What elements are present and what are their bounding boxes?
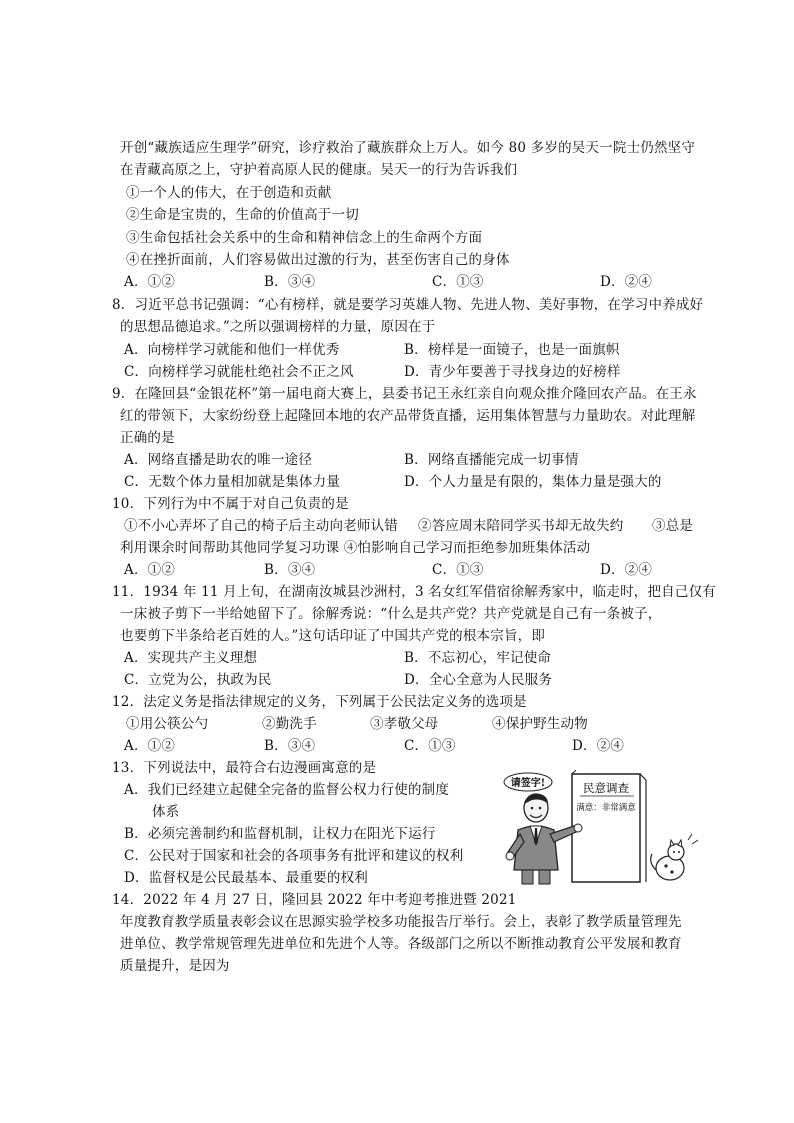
question-9-stem-line-1: 9．在隆回县“金银花杯”第一届电商大赛上，县委书记王永红亲自向观众推介隆回农产品。在王永 [112,386,697,402]
question-8-stem-line-2: 的思想品德追求。”之所以强调榜样的力量，原因在于 [120,319,436,335]
question-9-option-a: A．网络直播是助农的唯一途径 [124,452,313,468]
board-title: 民意调查 [583,781,629,795]
question-7-option-a: A．①② [124,274,176,290]
question-12-stem: 12．法定义务是指法律规定的义务，下列属于公民法定义务的选项是 [112,694,527,710]
question-11-option-b: B．不忘初心，牢记使命 [404,650,552,666]
question-7-option-b: B．③④ [264,274,316,290]
question-14-stem-line-1: 14．2022 年 4 月 27 日，隆回县 2022 年中考迎考推进暨 2021 [112,892,517,908]
question-9-option-b: B．网络直播能完成一切事情 [404,452,579,468]
question-12-option-c: C．①③ [404,738,456,754]
question-11-stem-line-2: 一床被子剪下一半给她留下了。徐解秀说：“什么是共产党？共产党就是自己有一条被子， [120,606,662,622]
cat-figure [651,834,698,880]
question-10-statement-3-start: ③总是 [652,518,694,534]
question-7-statement-2: ②生命是宝贵的，生命的价值高于一切 [126,207,359,223]
question-7-statement-1: ①一个人的伟大，在于创造和贡献 [126,185,332,201]
question-10-option-a: A．①② [124,562,176,578]
question-10-statement-line-2: 利用课余时间帮助其他同学复习功课 ④怕影响自己学习而拒绝参加班集体活动 [120,540,591,556]
question-12-item-1: ①用公筷公勺 [126,716,209,732]
question-7-text-line-2: 在青藏高原之上，守护着高原人民的健康。吴天一的行为告诉我们 [120,162,518,178]
question-7-text-line-1: 开创“藏族适应生理学”研究，诊疗救治了藏族群众上万人。如今 80 多岁的吴天一院士仍然坚守 [120,140,696,156]
question-10-statement-2: ②答应周末陪同学买书却无故失约 [418,518,624,534]
question-12-option-b: B．③④ [264,738,316,754]
question-9-option-d: D．个人力量是有限的，集体力量是强大的 [404,474,662,490]
cartoon-illustration [484,770,706,886]
question-9-stem-line-2: 红的带领下，大家纷纷登上起隆回本地的农产品带货直播，运用集体智慧与力量助农。对此理解 [120,408,696,424]
question-7-option-d: D．②④ [600,274,653,290]
question-7-statement-3: ③生命包括社会关系中的生命和精神信念上的生命两个方面 [126,230,483,246]
question-13-option-d: D．监督权是公民最基本、最重要的权利 [124,870,368,886]
question-10-option-b: B．③④ [264,562,316,578]
question-11-option-d: D．全心全意为人民服务 [404,672,553,688]
question-13-option-a-continued: 体系 [152,804,180,820]
question-10-option-c: C．①③ [432,562,484,578]
speech-text: 请签字! [510,778,546,789]
question-11-stem-line-3: 也要剪下半条给老百姓的人。”这句话印证了中国共产党的根本宗旨，即 [120,628,546,644]
question-12-item-4: ④保护野生动物 [492,716,588,732]
question-13-option-b: B．必须完善制约和监督机制，让权力在阳光下运行 [124,826,436,842]
cartoon-drawing [484,770,706,886]
question-8-option-a: A．向榜样学习就能和他们一样优秀 [124,342,340,358]
question-13-stem: 13．下列说法中，最符合右边漫画寓意的是 [112,760,377,776]
question-13-option-a: A．我们已经建立起健全完备的监督公权力行使的制度 [124,782,450,798]
question-10-option-d: D．②④ [600,562,653,578]
question-12-item-3: ③孝敬父母 [370,716,439,732]
question-9-option-c: C．无数个体力量相加就是集体力量 [124,474,341,490]
question-8-stem-line-1: 8．习近平总书记强调：“心有榜样，就是要学习英雄人物、先进人物、美好事物，在学习中养成好 [112,297,704,313]
question-12-option-a: A．①② [124,738,176,754]
question-8-option-c: C．向榜样学习就能杜绝社会不正之风 [124,364,354,380]
question-12-item-2: ②勤洗手 [262,716,317,732]
question-10-stem: 10．下列行为中不属于对自己负责的是 [112,496,349,512]
question-7-option-c: C．①③ [432,274,484,290]
question-11-option-a: A．实现共产主义理想 [124,650,258,666]
question-11-stem-line-1: 11．1934 年 11 月上旬，在湖南汝城县沙洲村，3 名女红军借宿徐解秀家中，临走时，把自己仅有 [112,584,716,600]
question-14-stem-line-2: 年度教育教学质量表彰会议在思源实验学校多功能报告厅举行。会上，表彰了教学质量管理先 [120,914,682,930]
question-14-stem-line-4: 质量提升，是因为 [120,958,230,974]
question-12-option-d: D．②④ [572,738,625,754]
question-7-statement-4: ④在挫折面前，人们容易做出过激的行为，甚至伤害自己的身体 [126,252,510,268]
question-9-stem-line-3: 正确的是 [120,430,175,446]
question-14-stem-line-3: 进单位、教学常规管理先进单位和先进个人等。各级部门之所以不断推动教育公平发展和教育 [120,936,682,952]
question-11-option-c: C．立党为公，执政为民 [124,672,272,688]
question-8-option-d: D．青少年要善于寻找身边的好榜样 [404,364,621,380]
question-10-statement-1: ①不小心弄坏了自己的椅子后主动向老师认错 [124,518,398,534]
question-8-option-b: B．榜样是一面镜子，也是一面旗帜 [404,342,620,358]
question-13-option-c: C．公民对于国家和社会的各项事务有批评和建议的权利 [124,848,464,864]
board-text: 满意：非常满意 [576,803,636,813]
